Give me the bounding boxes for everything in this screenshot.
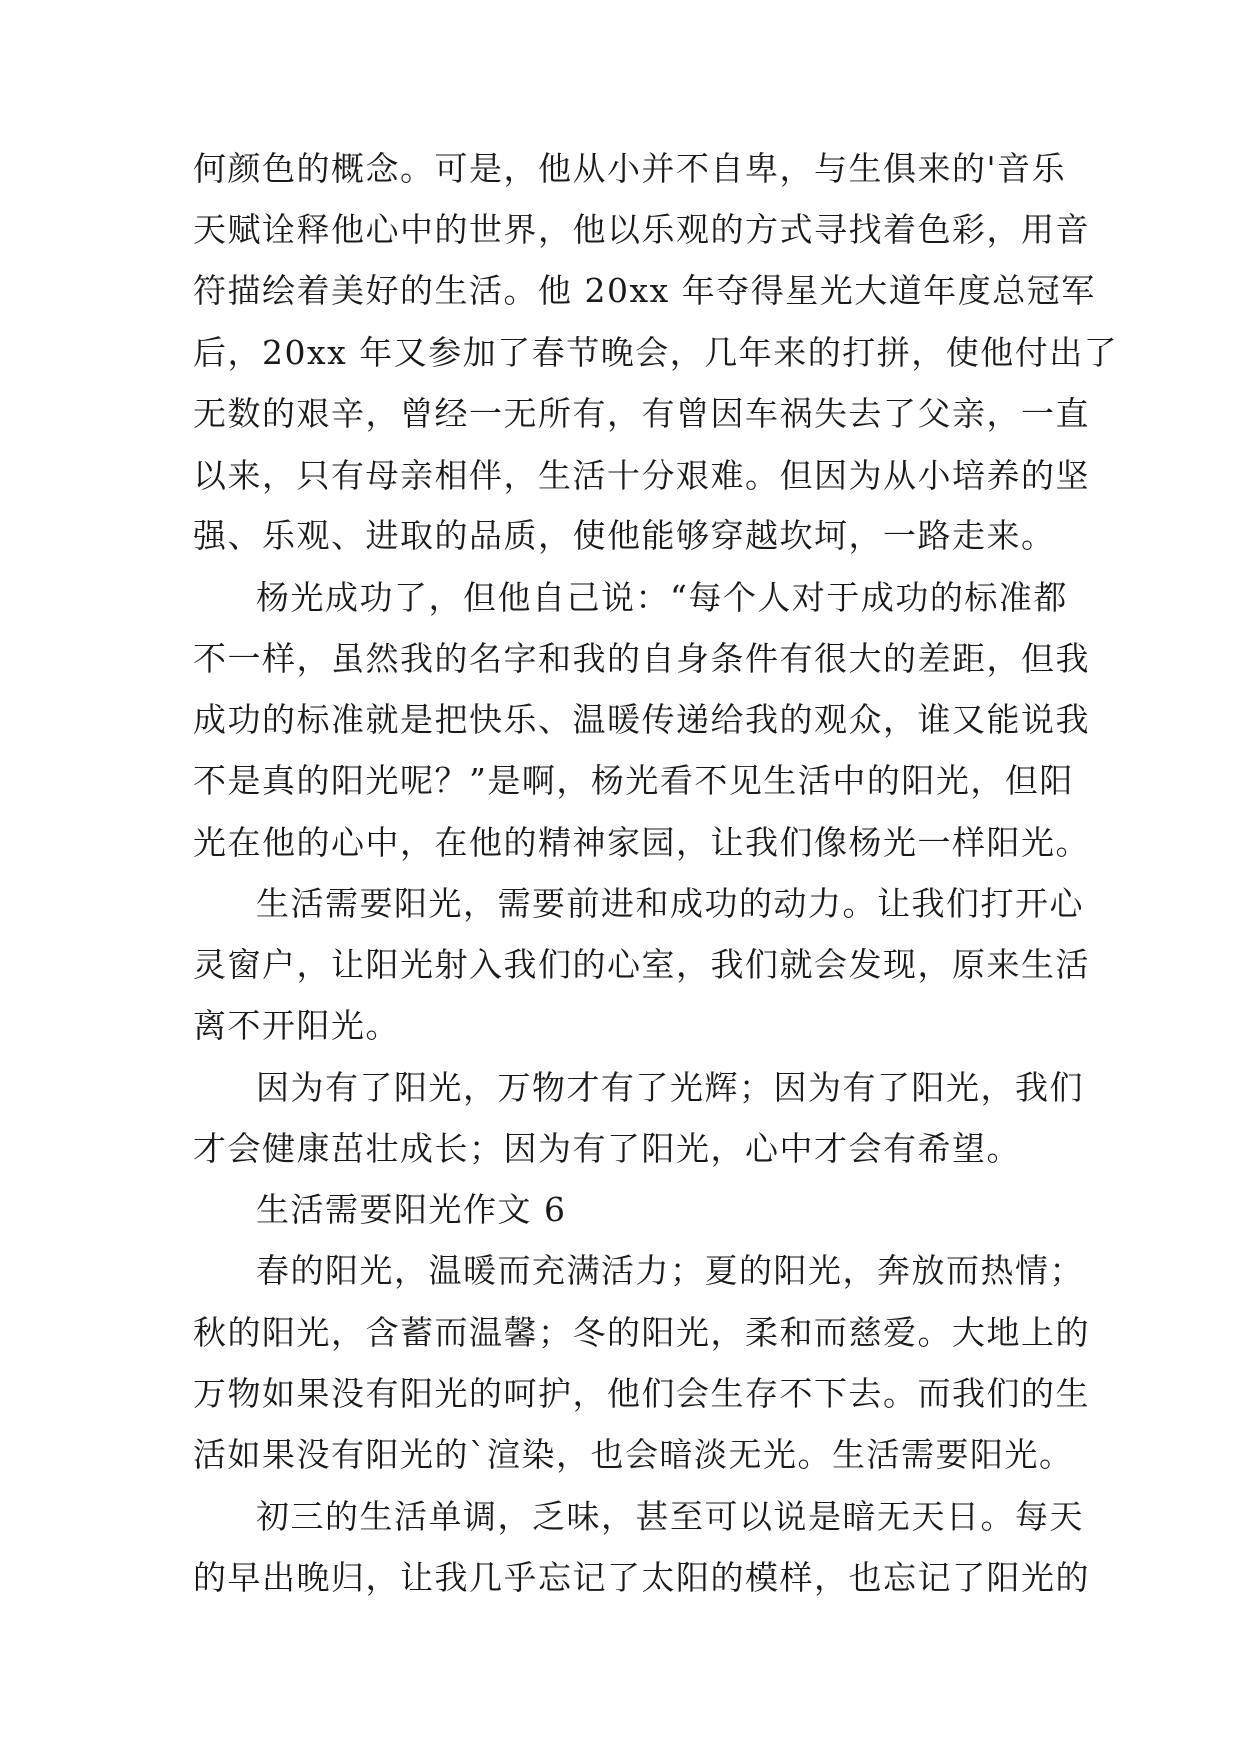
- text-line: 以来，只有母亲相伴，生活十分艰难。但因为从小培养的坚: [193, 456, 1090, 495]
- text-line: 光在他的心中，在他的精神家园，让我们像杨光一样阳光。: [193, 823, 1090, 862]
- text-line: 灵窗户，让阳光射入我们的心室，我们就会发现，原来生活: [193, 945, 1090, 984]
- text-line: 成功的标准就是把快乐、温暖传递给我的观众，谁又能说我: [193, 700, 1090, 739]
- text-line: 不一样，虽然我的名字和我的自身条件有很大的差距，但我: [193, 639, 1090, 678]
- text-line: 天赋诠释他心中的世界，他以乐观的方式寻找着色彩，用音: [193, 210, 1090, 249]
- text-line: 强、乐观、进取的品质，使他能够穿越坎坷，一路走来。: [193, 516, 1056, 555]
- paragraph-start-line: 春的阳光，温暖而充满活力；夏的阳光，奔放而热情；: [256, 1251, 1084, 1290]
- paragraph-start-line: 初三的生活单调，乏味，甚至可以说是暗无天日。每天: [256, 1497, 1084, 1536]
- text-line: 不是真的阳光呢？”是啊，杨光看不见生活中的阳光，但阳: [193, 761, 1074, 800]
- paragraph-start-line: 生活需要阳光，需要前进和成功的动力。让我们打开心: [256, 884, 1084, 923]
- text-line: 后，20xx 年又参加了春节晚会，几年来的打拼，使他付出了: [193, 333, 1119, 372]
- text-line: 才会健康茁壮成长；因为有了阳光，心中才会有希望。: [193, 1129, 1021, 1168]
- text-line: 何颜色的概念。可是，他从小并不自卑，与生俱来的'音乐: [193, 149, 1067, 188]
- paragraph-start-line: 杨光成功了，但他自己说：“每个人对于成功的标准都: [256, 578, 1068, 617]
- text-line: 离不开阳光。: [193, 1006, 400, 1045]
- text-line: 秋的阳光，含蓄而温馨；冬的阳光，柔和而慈爱。大地上的: [193, 1313, 1090, 1352]
- text-line: 无数的艰辛，曾经一无所有，有曾因车祸失去了父亲，一直: [193, 394, 1090, 433]
- section-heading: 生活需要阳光作文 6: [256, 1190, 567, 1229]
- paragraph-start-line: 因为有了阳光，万物才有了光辉；因为有了阳光，我们: [256, 1068, 1084, 1107]
- text-line: 符描绘着美好的生活。他 20xx 年夺得星光大道年度总冠军: [193, 271, 1096, 310]
- text-line: 活如果没有阳光的`渲染，也会暗淡无光。生活需要阳光。: [193, 1435, 1074, 1474]
- text-line: 的早出晚归，让我几乎忘记了太阳的模样，也忘记了阳光的: [193, 1558, 1090, 1597]
- text-line: 万物如果没有阳光的呵护，他们会生存不下去。而我们的生: [193, 1374, 1090, 1413]
